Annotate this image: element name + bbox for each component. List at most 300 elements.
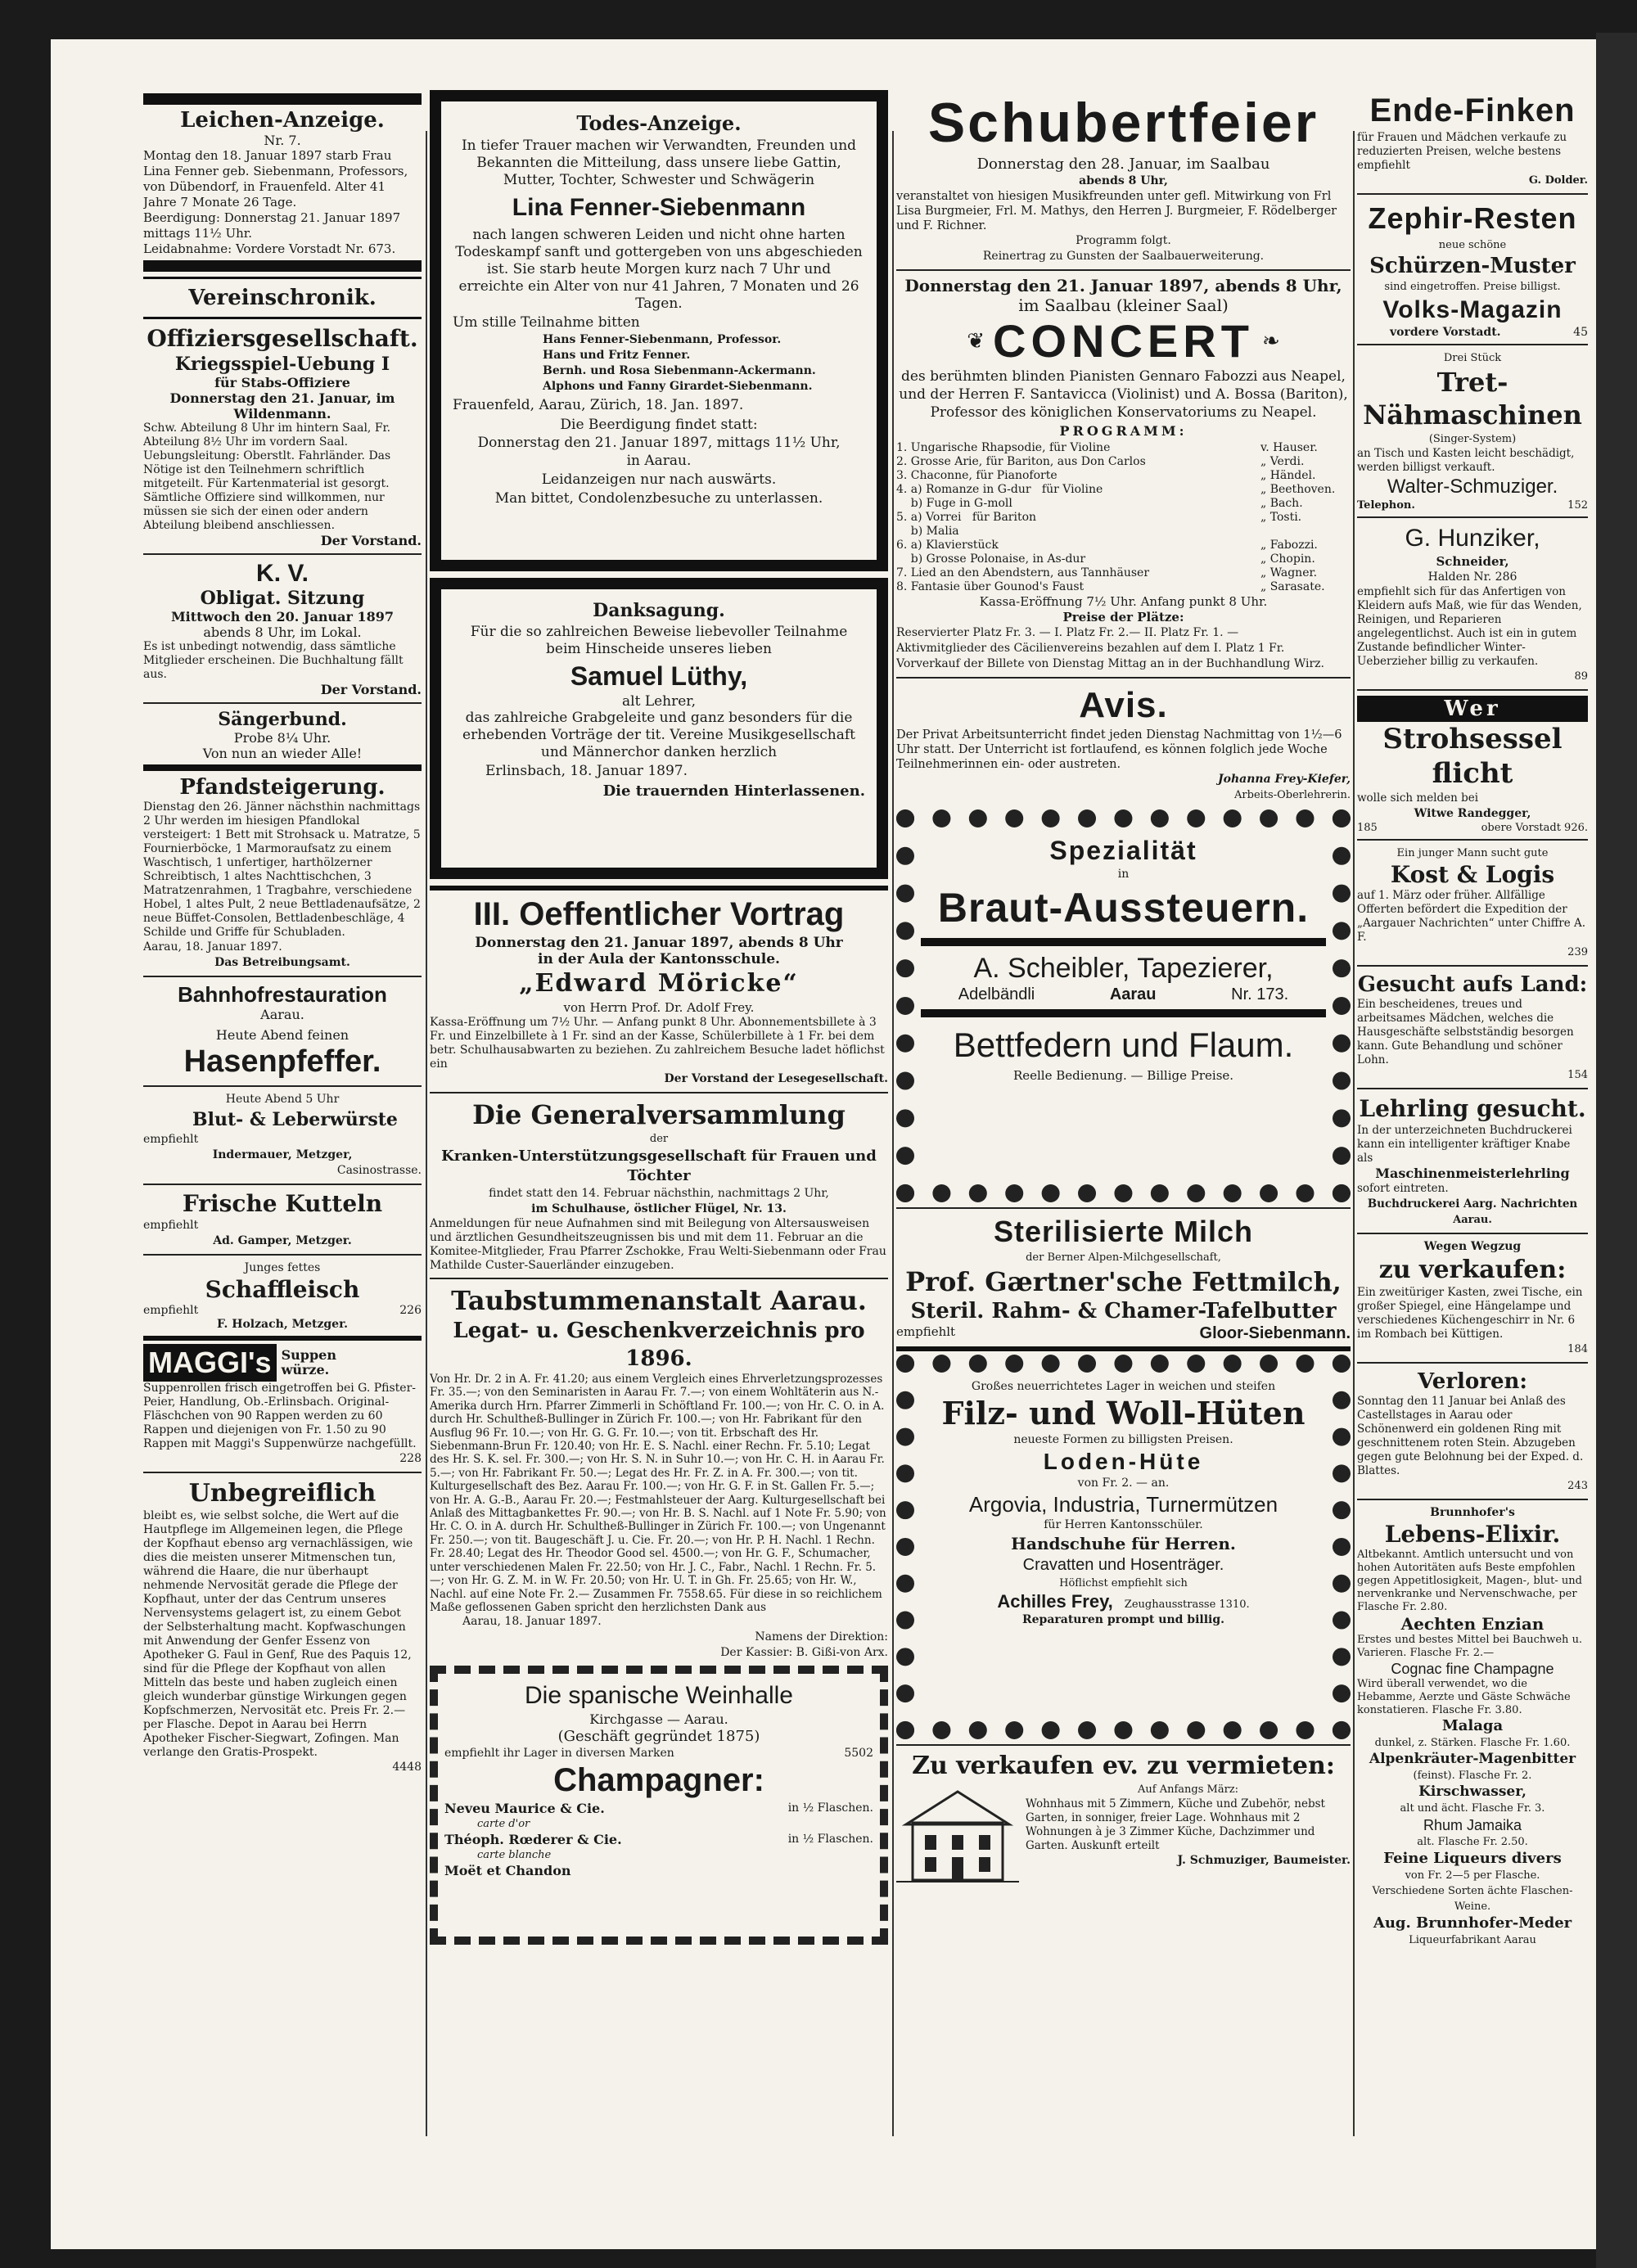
elixir-body3: Wird überall verwendet, wo die Hebamme, Aerzte und Gäste Schwäche konstatieren. Flasche Fr. 3.80. bbox=[1357, 1678, 1571, 1716]
taub-sign: Der Kassier: B. Gißi-von Arx. bbox=[720, 1646, 888, 1660]
dank-body2: das zahlreiche Grabgeleite und ganz besonders für die erhebenden Vorträge der tit. Vereine Musikgesellschaft und Männerchor danken herzlich bbox=[462, 710, 855, 760]
todes-beerd: Die Beerdigung findet statt: bbox=[560, 417, 758, 433]
ende-ad bbox=[1357, 90, 1588, 188]
blut-addr: Casinostrasse. bbox=[336, 1164, 422, 1177]
program-item-composer: „ Beethoven. bbox=[1260, 483, 1336, 496]
hut-crav: Cravatten und Hosenträger. bbox=[1022, 1556, 1224, 1574]
zephir-muster: Schürzen-Muster bbox=[1369, 254, 1576, 278]
column-rule bbox=[426, 131, 427, 2136]
program-item-title: 1. Ungarische Rhapsodie, für Violine bbox=[896, 441, 1111, 454]
rule bbox=[143, 976, 422, 977]
maggi-num: 228 bbox=[399, 1452, 422, 1465]
wein-title: Die spanische Weinhalle bbox=[525, 1682, 793, 1710]
program-item bbox=[896, 580, 1351, 594]
spez-name: A. Scheibler, Tapezierer, bbox=[973, 953, 1274, 984]
concert-aktiv: Aktivmitglieder des Cäcilienvereins bezahlen auf dem I. Platz 1 Fr. bbox=[896, 642, 1285, 655]
avis-sign: Johanna Frey-Kiefer, bbox=[1218, 773, 1351, 786]
maggi-side: Suppen würze. bbox=[281, 1347, 336, 1377]
general-loc: im Schulhause, östlicher Flügel, Nr. 13. bbox=[531, 1202, 787, 1215]
column-4 bbox=[1357, 90, 1588, 2177]
rule bbox=[896, 1744, 1351, 1746]
bahnhof-title: Bahnhofrestauration bbox=[178, 982, 387, 1007]
zephir-ad bbox=[1357, 200, 1588, 339]
hunz-title: G. Hunziker, bbox=[1405, 525, 1540, 552]
zephir-addr: vordere Vorstadt. bbox=[1390, 326, 1501, 339]
elixir-place: Liqueurfabrikant Aarau bbox=[1409, 1934, 1536, 1946]
spez-t3: Braut-Aussteuern. bbox=[937, 885, 1310, 931]
todes-anzeige bbox=[430, 90, 888, 571]
schubert-rein: Reinertrag zu Gunsten der Saalbauerweiterung. bbox=[982, 250, 1265, 263]
wein-champ: Champagner: bbox=[553, 1762, 764, 1799]
vortrag-title: III. Oeffentlicher Vortrag bbox=[473, 896, 845, 932]
lehrling-title: Lehrling gesucht. bbox=[1359, 1095, 1586, 1122]
todes-name-4: Alphons und Fanny Girardet-Siebenmann. bbox=[543, 380, 813, 393]
todes-cond: Man bittet, Condolenzbesuche zu unterlassen. bbox=[494, 490, 823, 507]
rule bbox=[896, 1346, 1351, 1351]
wer-addr-row bbox=[1357, 822, 1588, 834]
kost-body: auf 1. März oder früher. Allfällige Offerten befördert die Expedition der „Aargauer Nachrichten“ unter Chiffre A. F. bbox=[1357, 889, 1586, 944]
verkauf-l1: Auf Anfangs März: bbox=[1137, 1783, 1239, 1796]
pfand-title: Pfandsteigerung. bbox=[179, 775, 386, 800]
wein-item-2 bbox=[444, 1832, 873, 1863]
milch-title: Sterilisierte Milch bbox=[993, 1215, 1254, 1248]
unbegreiflich-ad bbox=[143, 1478, 422, 1775]
wein-item-1 bbox=[444, 1801, 873, 1832]
program-item-title: 4. a) Romanze in G-dur für Violine bbox=[896, 483, 1103, 496]
avis-body: Der Privat Arbeitsunterricht findet jeden Dienstag Nachmittag von 1½—6 Uhr statt. Der Unterricht ist fortlaufend, es können folglich jede Woche Teilnehmerinnen ein- oder austreten. bbox=[896, 728, 1342, 771]
elixir-body5: (feinst). Flasche Fr. 2. bbox=[1413, 1770, 1532, 1782]
column-3 bbox=[896, 90, 1351, 2177]
kost-ad bbox=[1357, 845, 1588, 960]
spez-t1: Spezialität bbox=[1049, 836, 1197, 865]
rule bbox=[143, 317, 422, 319]
schaf-row bbox=[143, 1304, 422, 1317]
program-item-composer: „ Tosti. bbox=[1260, 511, 1302, 524]
spez-addr2: Aarau bbox=[1109, 985, 1157, 1003]
todes-names bbox=[453, 332, 865, 395]
gesucht-body: Ein bescheidenes, treues und arbeitsames Mädchen, welches die Hausgeschäfte selbstständig besorgen kann. Gute Behandlung und schöner Lohn. bbox=[1357, 998, 1574, 1066]
milch-steril: Steril. Rahm- & Chamer-Tafelbutter bbox=[910, 1299, 1337, 1323]
kv-time: abends 8 Uhr, im Lokal. bbox=[203, 624, 362, 640]
taub-date: Aarau, 18. Januar 1897. bbox=[462, 1615, 602, 1629]
wein-item-name: Moët et Chandon bbox=[444, 1863, 571, 1879]
taubstummen-ad bbox=[430, 1284, 888, 1661]
elixir-malaga: Malaga bbox=[1441, 1717, 1504, 1734]
todes-body2: nach langen schweren Leiden und nicht ohne harten Todeskampf sanft und gottergeben von uns abgeschieden ist. Sie starb heute Morgen kurz nach 7 Uhr und erreichte ein Alter von nur 41 Jahren, 7 Monaten und 26 Tagen. bbox=[455, 227, 863, 312]
schubert-title: Schubertfeier bbox=[927, 92, 1319, 154]
hut-sign-row bbox=[921, 1591, 1326, 1612]
kost-title: Kost & Logis bbox=[1390, 861, 1555, 888]
dank-place: Erlinsbach, 18. Januar 1897. bbox=[485, 763, 688, 779]
generalversammlung-ad bbox=[430, 1098, 888, 1273]
blut-l1: Heute Abend 5 Uhr bbox=[225, 1093, 340, 1106]
kv-body: Es ist unbedingt notwendig, dass sämtliche Mitglieder erscheinen. Die Buchhaltung fällt aus. bbox=[143, 640, 404, 681]
elixir-l1: Brunnhofer's bbox=[1430, 1506, 1515, 1519]
rule bbox=[430, 1092, 888, 1093]
kutteln-title: Frische Kutteln bbox=[182, 1190, 383, 1217]
todes-title: Todes-Anzeige. bbox=[576, 111, 742, 135]
offiziers-sign: Der Vorstand. bbox=[320, 533, 422, 548]
program-item-composer: „ Wagner. bbox=[1260, 566, 1318, 579]
spez-bett: Bettfedern und Flaum. bbox=[953, 1026, 1294, 1064]
blut-sign: Indermauer, Metzger, bbox=[212, 1148, 353, 1161]
concert-title-row bbox=[896, 315, 1351, 367]
elixir-lique: Feine Liqueurs divers bbox=[1383, 1850, 1562, 1867]
avis-title: Avis. bbox=[1079, 685, 1168, 725]
program-item bbox=[896, 539, 1351, 552]
vortrag-sign: Der Vorstand der Lesegesellschaft. bbox=[664, 1072, 888, 1085]
hut-addr: Zeughausstrasse 1310. bbox=[1124, 1598, 1250, 1611]
hut-argovia: Argovia, Industria, Turnermützen bbox=[968, 1492, 1278, 1517]
hut-hand: Handschuhe für Herren. bbox=[1011, 1534, 1236, 1553]
concert-loc: im Saalbau (kleiner Saal) bbox=[1018, 295, 1229, 315]
offiziers-body: Schw. Abteilung 8 Uhr im hintern Saal, Fr. Abteilung 8½ Uhr im vordern Saal. Uebungsleitung: Oberstlt. Fahrländer. Das Nötige ist den Teilnehmern schriftlich mitgeteilt. Für Kartenmaterial ist gesorgt. Sämtliche Offiziere sind willkommen, nur müssen sie sich der einen oder andern Abteilung bleibend anschliessen. bbox=[143, 422, 391, 532]
concert-kassa: Kassa-Eröffnung 7½ Uhr. Anfang punkt 8 Uhr. bbox=[979, 594, 1268, 609]
hunz-body: empfiehlt sich für das Anfertigen von Kleidern aufs Maß, wie für das Wenden, Reinigen, und Reparieren angelegentlichst. Auch ist ein in gutem Zustande befindlicher Winter-Ueberzieher billig zu verkaufen. bbox=[1357, 585, 1582, 668]
wein-item-in: in ½ Flaschen. bbox=[787, 1801, 873, 1815]
program-item-composer: „ Bach. bbox=[1260, 497, 1303, 510]
tret-l1: Drei Stück bbox=[1443, 352, 1502, 364]
rule bbox=[143, 1254, 422, 1256]
vereinschronik-title: Vereinschronik. bbox=[188, 286, 377, 310]
wein-addr: Kirchgasse — Aarau. bbox=[589, 1711, 728, 1728]
gesucht-ad bbox=[1357, 972, 1588, 1083]
general-body: Anmeldungen für neue Aufnahmen sind mit Beilegung von Altersausweisen und ärztlichen Gesundheitszeugnissen bis und mit dem 11. Februar an die Komitee-Mitglieder, Frau Pfarrer Zschokke, Frau Welti-Siebenmann oder Frau Mathilde Custer-Sauerländer einzugeben. bbox=[430, 1217, 886, 1272]
hut-l5: Höflichst empfiehlt sich bbox=[1059, 1577, 1188, 1589]
todes-name-2: Hans und Fritz Fenner. bbox=[543, 349, 691, 362]
tret-sub: (Singer-System) bbox=[1428, 433, 1517, 445]
hunz-addr: Halden Nr. 286 bbox=[1427, 570, 1517, 584]
vortrag-by: von Herrn Prof. Dr. Adolf Frey. bbox=[563, 1000, 755, 1015]
program-item-composer: „ Chopin. bbox=[1260, 552, 1315, 566]
verkauf-title: Zu verkaufen ev. zu vermieten: bbox=[912, 1752, 1335, 1780]
zephir-addr-row bbox=[1357, 326, 1588, 339]
column-1 bbox=[143, 90, 422, 2177]
blut-emp: empfiehlt bbox=[143, 1133, 199, 1146]
scan-edge bbox=[1596, 33, 1637, 2268]
rule bbox=[430, 1278, 888, 1279]
wer-body: wolle sich melden bei bbox=[1357, 791, 1479, 805]
schubert-body: veranstaltet von hiesigen Musikfreunden unter gefl. Mitwirkung von Frl Lisa Burgmeier, Frl. M. Mathys, den Herren J. Burgmeier, F. Rödelberger und F. Richner. bbox=[896, 190, 1337, 232]
leichen-nr: Nr. 7. bbox=[264, 133, 301, 148]
bahnhof-ad bbox=[143, 982, 422, 1080]
rule bbox=[1357, 1499, 1588, 1500]
rule bbox=[143, 1336, 422, 1341]
todes-body: In tiefer Trauer machen wir Verwandten, Freunden und Bekannten die Mitteilung, dass unsere liebe Gattin, Mutter, Tochter, Schwester und Schwägerin bbox=[461, 138, 857, 188]
tret-tel-row bbox=[1357, 499, 1588, 512]
vortrag-body: Kassa-Eröffnung um 7½ Uhr. — Anfang punkt 8 Uhr. Abonnementsbillete à 3 Fr. und Einzelbillete à 1 Fr. sind an der Kasse, Schülerbillete à 1 Fr. bei dem betr. Schulhausabwarten zu beziehen. Zu zahlreichem Besuche ladet höflichst ein bbox=[430, 1016, 885, 1071]
elixir-body: Altbekannt. Amtlich untersucht und von hohen Autoritäten aufs Beste empfohlen gegen Appetitlosigkeit, Magen-, blut- und nervenkranke und Nervenschwache, per Flasche Fr. 2.80. bbox=[1357, 1549, 1582, 1613]
dank-name: Samuel Lüthy, bbox=[570, 661, 748, 691]
wer-sign: Witwe Randegger, bbox=[1414, 807, 1531, 820]
wein-emp-row bbox=[444, 1747, 873, 1760]
wein-item-sub: carte d'or bbox=[477, 1818, 530, 1831]
tret-sign: Walter-Schmuziger. bbox=[1387, 476, 1558, 498]
program-item-title: 3. Chaconne, für Pianoforte bbox=[896, 469, 1058, 482]
hut-rep: Reparaturen prompt und billig. bbox=[1021, 1613, 1225, 1626]
general-sub: Kranken-Unterstützungsgesellschaft für Frauen und Töchter bbox=[441, 1148, 877, 1184]
hut-title: Filz- und Woll-Hüten bbox=[941, 1395, 1306, 1432]
wer-title: Wer bbox=[1444, 697, 1501, 721]
lehrling-place: Aarau. bbox=[1453, 1214, 1492, 1226]
rule bbox=[143, 1184, 422, 1185]
elixir-body6: alt und ächt. Flasche Fr. 3. bbox=[1400, 1802, 1545, 1815]
dank-body: Für die so zahlreichen Beweise liebevoller Teilnahme beim Hinscheide unseres lieben bbox=[470, 624, 848, 657]
schaf-ad bbox=[143, 1260, 422, 1332]
program-item-title: 2. Grosse Arie, für Bariton, aus Don Carlos bbox=[896, 455, 1146, 468]
leichen-leid: Leidabnahme: Vordere Vorstadt Nr. 673. bbox=[143, 241, 396, 256]
elixir-body2: Erstes und bestes Mittel bei Bauchweh u. Varieren. Flasche Fr. 2.— bbox=[1357, 1634, 1583, 1659]
kutteln-ad bbox=[143, 1190, 422, 1249]
blut-ad bbox=[143, 1092, 422, 1179]
offiziers-fuer: für Stabs-Offiziere bbox=[214, 375, 350, 390]
house-illustration bbox=[896, 1782, 1019, 1888]
rule bbox=[143, 277, 422, 279]
spez-reell: Reelle Bedienung. — Billige Preise. bbox=[1012, 1068, 1234, 1083]
rule bbox=[1357, 344, 1588, 345]
rule bbox=[143, 553, 422, 555]
lehrling-maschine: Maschinenmeisterlehrling bbox=[1375, 1166, 1570, 1181]
unbegreif-num: 4448 bbox=[392, 1761, 422, 1774]
wein-item-name: Théoph. Rœderer & Cie. bbox=[444, 1832, 622, 1848]
program-item-composer: v. Hauser. bbox=[1260, 441, 1318, 454]
house-icon bbox=[896, 1782, 1019, 1888]
milch-sub: der Berner Alpen-Milchgesellschaft, bbox=[1026, 1251, 1221, 1264]
program-item-title: b) Grosse Polonaise, in As-dur bbox=[896, 552, 1086, 566]
rule bbox=[1357, 965, 1588, 967]
program-item-composer: „ Händel. bbox=[1260, 469, 1316, 482]
schaf-num: 226 bbox=[399, 1304, 422, 1317]
spez-addr1: Adelbändli bbox=[958, 985, 1035, 1003]
elixir-enzian: Aechten Enzian bbox=[1400, 1614, 1545, 1634]
dank-sub: alt Lehrer, bbox=[622, 693, 696, 710]
hut-l3: von Fr. 2. — an. bbox=[1077, 1477, 1170, 1490]
concert-date: Donnerstag den 21. Januar 1897, abends 8 Uhr, bbox=[904, 276, 1342, 295]
milch-sign: Gloor-Siebenmann. bbox=[1199, 1324, 1351, 1342]
strohsessel-ad bbox=[1357, 696, 1588, 834]
spezialitaet-ad bbox=[896, 809, 1351, 1202]
wein-emp: empfiehlt ihr Lager in diversen Marken bbox=[444, 1747, 674, 1761]
blut-title: Blut- & Leberwürste bbox=[192, 1109, 398, 1130]
schubert-time: abends 8 Uhr, bbox=[1079, 174, 1168, 187]
milch-emp: empfiehlt bbox=[896, 1324, 956, 1339]
taub-title: Taubstummenanstalt Aarau. bbox=[451, 1285, 867, 1316]
vortrag-loc: in der Aula der Kantonsschule. bbox=[538, 951, 780, 967]
verkauf-sign: J. Schmuziger, Baumeister. bbox=[1177, 1854, 1351, 1867]
concert-progtitle: PROGRAMM: bbox=[1059, 423, 1188, 439]
program-item-composer bbox=[1260, 525, 1351, 539]
wein-num: 5502 bbox=[844, 1747, 873, 1761]
wer-big: Strohsessel flicht bbox=[1382, 723, 1563, 790]
kutteln-emp: empfiehlt bbox=[143, 1219, 199, 1232]
leichen-body: Montag den 18. Januar 1897 starb Frau Lina Fenner geb. Siebenmann, Professors, von Dübendorf, in Frauenfeld. Alter 41 Jahre 7 Monate 26 Tage. bbox=[143, 148, 408, 210]
todes-name-1: Hans Fenner-Siebenmann, Professor. bbox=[543, 333, 782, 346]
saenger-ad bbox=[143, 709, 422, 761]
elixir-kirsch: Kirschwasser, bbox=[1418, 1783, 1527, 1800]
zephir-title: Zephir-Resten bbox=[1368, 201, 1577, 235]
verloren-num: 243 bbox=[1567, 1480, 1588, 1492]
milch-row bbox=[896, 1324, 1351, 1343]
column-rule bbox=[892, 131, 894, 2136]
bahnhof-l1: Heute Abend feinen bbox=[215, 1027, 349, 1043]
zephir-neue: neue schöne bbox=[1438, 239, 1507, 251]
program-item bbox=[896, 566, 1351, 580]
elixir-alpen: Alpenkräuter-Magenbitter bbox=[1369, 1751, 1576, 1767]
rule bbox=[896, 1207, 1351, 1209]
todes-name-3: Bernh. und Rosa Siebenmann-Ackermann. bbox=[543, 364, 816, 377]
avis-sign2: Arbeits-Oberlehrerin. bbox=[1234, 789, 1351, 801]
leichen-anzeige bbox=[143, 108, 422, 257]
wegzug-ad bbox=[1357, 1239, 1588, 1357]
hut-l2: neueste Formen zu billigsten Preisen. bbox=[1013, 1433, 1233, 1446]
program-item bbox=[896, 552, 1351, 566]
wer-banner bbox=[1357, 696, 1588, 722]
vortrag-ad bbox=[430, 894, 888, 1087]
program-item bbox=[896, 483, 1351, 497]
vortrag-topic: „Edward Möricke“ bbox=[519, 969, 799, 998]
todes-beerd2: Donnerstag den 21. Januar 1897, mittags 11½ Uhr, bbox=[477, 435, 841, 451]
verkauf-body: Wohnhaus mit 5 Zimmern, Küche und Zubehör, nebst Garten, in sonniger, freier Lage. Wohnhaus mit 2 Wohnungen à je 3 Zimmer Küche, Dachzimmer und Garten. Auskunft erteilt bbox=[1026, 1797, 1325, 1852]
schubert-date: Donnerstag den 28. Januar, im Saalbau bbox=[976, 156, 1270, 173]
scheibler-block bbox=[921, 938, 1326, 1017]
maggi-ad bbox=[143, 1344, 422, 1467]
hut-l4: für Herren Kantonsschüler. bbox=[1044, 1518, 1203, 1531]
offiziers-date: Donnerstag den 21. Januar, im Wildenmann. bbox=[169, 390, 395, 422]
general-title: Die Generalversammlung bbox=[472, 1099, 846, 1130]
elixir-body4: dunkel, z. Stärken. Flasche Fr. 1.60. bbox=[1374, 1737, 1571, 1749]
unbegreif-title: Unbegreiflich bbox=[188, 1479, 377, 1508]
gesucht-title: Gesucht aufs Land: bbox=[1357, 972, 1588, 997]
elixir-body7: alt. Flasche Fr. 2.50. bbox=[1417, 1836, 1528, 1848]
verloren-ad bbox=[1357, 1368, 1588, 1494]
schaf-title: Schaffleisch bbox=[205, 1276, 360, 1303]
tret-tel: Telephon. bbox=[1357, 499, 1415, 512]
schubert-ad bbox=[896, 90, 1351, 264]
unbegreif-body: bleibt es, wie selbst solche, die Wert auf die Hautpflege im Allgemeinen legen, die Pflege der Kopfhaut ebenso arg vernachlässigen, wie dies die meisten unserer Mitmenschen tun, während die Haare, die nur überhaupt nehmende Nervosität gerade die Pflege der Kopfhaut, unter der das Centrum unseres Nervensystems gelagert ist, zu einem Gebot der Selbsterhaltung macht. Kopfwaschungen mit Anwendung der Genfer Essenz von Apotheker G. Faul in Genf, Rue des Paquis 12, sind für die Pflege der Kopfhaut von allen Mitteln das beste und haben zugleich einen gleich wunderbar günstige Wirkungen gegen Kopfschmerzen, Nervosität etc. Preis Fr. 2.— per Flasche. Depot in Aarau bei Herrn Apotheker Fischer-Siegwart, Zofingen. Man verlange den Gratis-Prospekt. bbox=[143, 1509, 413, 1759]
danksagung bbox=[430, 578, 888, 879]
ornament-icon: ❦ bbox=[967, 329, 985, 354]
verkauf-ad bbox=[896, 1751, 1351, 1888]
kv-date: Mittwoch den 20. Januar 1897 bbox=[170, 609, 395, 624]
todes-place: Frauenfeld, Aarau, Zürich, 18. Jan. 1897. bbox=[453, 397, 744, 413]
bahnhof-place: Aarau. bbox=[260, 1007, 304, 1022]
kv-ad bbox=[143, 560, 422, 697]
elixir-cognac: Cognac fine Champagne bbox=[1391, 1661, 1554, 1677]
program-list bbox=[896, 441, 1351, 594]
hut-sign: Achilles Frey, bbox=[997, 1591, 1113, 1612]
wein-item-in: in ½ Flaschen. bbox=[787, 1833, 873, 1846]
pfand-ad bbox=[143, 774, 422, 971]
taub-body: Von Hr. Dr. 2 in A. Fr. 41.20; aus einem Vergleich eines Ehrverletzungsprozesses Fr. 35.—; von den Seminaristen in Aarau Fr. 7.—; von einem Wohltäterin aus N.-Amerika durch Hrn. Pfarrer Zimmerli in Schöftland Fr. 100.—; von Hr. C. O. in A. durch Hr. Schultheß-Bullinger in Zürich Fr. 100.—; von Hr. Fabrikant für den Ausflug 96 Fr. 10.—; von Hr. G. G. Fr. 10.—; von tit. Erbschaft des Hr. Siebenmann-Brun Fr. 120.40; von Hr. E. S. Nachl. einer Rechn. Fr. 5.10; Legat des Hr. S. K. sel. Fr. 300.—; von Hr. S. N. in Suhr 10.—; von Hr. C. H. in Aarau Fr. 5.—; von Hr. Fabrikant Fr. 50.—; Legat des Hr. Fr. Z. in A. Fr. 300.—; von tit. Kulturgesellschaft des Bez. Aarau Fr. 100.—; von Hr. G. F. in St. Gallen Fr. 5.—; von Hr. A. G.-B., Aarau Fr. 20.—; Festmahlsteuer der Aarg. Kulturgesellschaft bei Anlaß des Mittagbankettes Fr. 90.—; von Hr. B. S. Nachl. auf 1 Note Fr. 5.90; von Hr. C. O. in A. durch Hr. Schultheß-Bullinger in Zürich Fr. 100.—; von Ungenannt Fr. 250.—; von tit. Baugeschäft J. u. Cie. Fr. 20.—; von Hr. P. H. Nachl. 1 Rechn. Fr. 28.40; Legat des Hr. Theodor Good sel. 4500.—; von Hr. G. F., Schumacher, unter verschiedenen Malen Fr. 22.50; von Hr. J. C., Fabr., Nachl. 1 Rechn. Fr. 5.—; von Hr. G. Z. M. in W. Fr. 20.50; von Hr. U. T. in Gh. Fr. 25.65; von Hr. W., Nachl. auf eine Note Fr. 2.— Zusammen Fr. 7558.65. Für diese in so reichlichem Maße geflossenen Gaben spricht den herzlichsten Dank aus bbox=[430, 1373, 886, 1614]
program-item-composer: „ Fabozzi. bbox=[1260, 539, 1318, 552]
pfand-body: Dienstag den 26. Jänner nächsthin nachmittags 2 Uhr werden im hiesigen Pfandlokal versteigert: 1 Bett mit Strohsack u. Matratze, 5 Fournierböcke, 1 Marmoraufsatz zu einem Waschtisch, 1 unfertiger, harthölzerner Schreibtisch, 1 altes Nachttischchen, 3 Matratzenrahmen, 1 Tragbahre, verschiedene Hobel, 1 altes Pult, 2 neue Bettladenaufsätze, 2 neue Büffet-Consolen, Bettladenbeschläge, 4 Schilde und Griffe für Schubladen. bbox=[143, 800, 421, 939]
hunz-num: 89 bbox=[1574, 670, 1588, 683]
wer-addr: obere Vorstadt 926. bbox=[1481, 822, 1588, 834]
verloren-body: Sonntag den 11 Januar bei Anlaß des Castellstages in Aarau oder Schönenwerd ein goldenen Ring mit geschnittenem roten Stein. Abzugeben gegen gute Belohnung bei der Exped. d. Blattes. bbox=[1357, 1395, 1584, 1477]
schaf-emp: empfiehlt bbox=[143, 1304, 199, 1317]
ornament-icon: ❧ bbox=[1261, 329, 1280, 354]
general-date: findet statt den 14. Februar nächsthin, nachmittags 2 Uhr, bbox=[489, 1187, 829, 1200]
program-item-title: 8. Fantasie über Gounod's Faust bbox=[896, 580, 1085, 593]
hunziker-ad bbox=[1357, 523, 1588, 684]
hut-loden: Loden-Hüte bbox=[1043, 1449, 1204, 1474]
saenger-title: Sängerbund. bbox=[218, 709, 347, 730]
offiziers-ad bbox=[143, 324, 422, 548]
wein-item-name: Neveu Maurice & Cie. bbox=[444, 1801, 605, 1817]
elixir-title: Lebens-Elixir. bbox=[1384, 1521, 1561, 1548]
wegzug-title: zu verkaufen: bbox=[1378, 1256, 1567, 1284]
rule bbox=[1357, 689, 1588, 691]
kutteln-sign: Ad. Gamper, Metzger. bbox=[213, 1234, 352, 1247]
kriegsspiel: Kriegsspiel-Uebung I bbox=[174, 354, 390, 375]
hut-l1: Großes neuerrichtetes Lager in weichen und steifen bbox=[971, 1380, 1276, 1393]
rule bbox=[1357, 193, 1588, 195]
rule bbox=[143, 93, 422, 105]
hunz-sub: Schneider, bbox=[1436, 554, 1509, 569]
taub-dir: Namens der Direktion: bbox=[755, 1630, 888, 1644]
spez-addr3: Nr. 173. bbox=[1231, 985, 1289, 1003]
rule bbox=[1357, 1233, 1588, 1234]
dank-sign: Die trauernden Hinterlassenen. bbox=[602, 782, 865, 800]
bahnhof-big: Hasenpfeffer. bbox=[183, 1044, 381, 1079]
wein-since: (Geschäft gegründet 1875) bbox=[557, 1728, 760, 1746]
concert-body: des berühmten blinden Pianisten Gennaro Fabozzi aus Neapel, und der Herren F. Santavicca (Violinist) und A. Bossa (Bariton), Professor des königlichen Konservatoriums zu Neapel. bbox=[899, 368, 1348, 421]
rule bbox=[1357, 516, 1588, 518]
rule bbox=[896, 677, 1351, 679]
rule bbox=[430, 886, 888, 891]
elixir-rhum: Rhum Jamaika bbox=[1423, 1817, 1522, 1833]
leichen-burial: Beerdigung: Donnerstag 21. Januar 1897 mittags 11½ Uhr. bbox=[143, 210, 401, 241]
tret-ad bbox=[1357, 350, 1588, 512]
taub-sub: Legat- u. Geschenkverzeichnis pro 1896. bbox=[453, 1319, 865, 1371]
kost-num: 239 bbox=[1567, 946, 1588, 958]
wein-item-sub: carte blanche bbox=[477, 1849, 552, 1862]
todes-beerd3: in Aarau. bbox=[626, 453, 692, 469]
program-item bbox=[896, 525, 1351, 539]
verloren-title: Verloren: bbox=[1418, 1369, 1527, 1394]
dank-title: Danksagung. bbox=[593, 600, 725, 621]
column-rule bbox=[1353, 131, 1355, 2136]
program-item-title: 6. a) Klavierstück bbox=[896, 539, 999, 552]
ende-sign: G. Dolder. bbox=[1528, 174, 1588, 187]
concert-platz: Reservierter Platz Fr. 3. — I. Platz Fr. 2.— II. Platz Fr. 1. — bbox=[896, 626, 1239, 639]
lehrling-sofort: sofort eintreten. bbox=[1357, 1182, 1449, 1195]
offiziers-title: Offiziersgesellschaft. bbox=[147, 325, 418, 352]
program-item bbox=[896, 511, 1351, 525]
tret-title: Tret-Nähmaschinen bbox=[1363, 367, 1582, 431]
hut-ad bbox=[896, 1355, 1351, 1739]
kv-sub: Obligat. Sitzung bbox=[200, 588, 365, 609]
rule bbox=[1357, 1362, 1588, 1364]
vortrag-date: Donnerstag den 21. Januar 1897, abends 8 Uhr bbox=[475, 935, 843, 951]
program-item-composer: „ Verdi. bbox=[1260, 455, 1305, 468]
rule bbox=[143, 702, 422, 704]
rule bbox=[143, 764, 422, 771]
tret-num: 152 bbox=[1567, 499, 1588, 512]
maggi-body: Suppenrollen frisch eingetroffen bei G. Pfister-Peier, Handlung, Ob.-Erlinsbach. Original-Fläschchen von 90 Rappen werden zu 60 Rappen und diejenigen von Fr. 1.50 zu 90 Rappen mit Maggi's Suppenwürze nachgefüllt. bbox=[143, 1382, 417, 1450]
concert-vork: Vorverkauf der Billete von Dienstag Mittag an in der Buchhandlung Wirz. bbox=[896, 657, 1324, 670]
rule bbox=[896, 269, 1351, 271]
todes-bitten: Um stille Teilnahme bitten bbox=[453, 314, 640, 331]
spez-t2: in bbox=[1117, 868, 1130, 881]
program-item bbox=[896, 469, 1351, 483]
wegzug-l1: Wegen Wegzug bbox=[1423, 1240, 1522, 1253]
milch-prof: Prof. Gærtner'sche Fettmilch, bbox=[905, 1266, 1342, 1297]
elixir-body9: Verschiedene Sorten ächte Flaschen-Weine. bbox=[1372, 1885, 1573, 1913]
todes-leid: Leidanzeigen nur nach auswärts. bbox=[541, 471, 777, 488]
elixir-body8: von Fr. 2—5 per Flasche. bbox=[1405, 1869, 1540, 1882]
avis-ad bbox=[896, 683, 1351, 803]
